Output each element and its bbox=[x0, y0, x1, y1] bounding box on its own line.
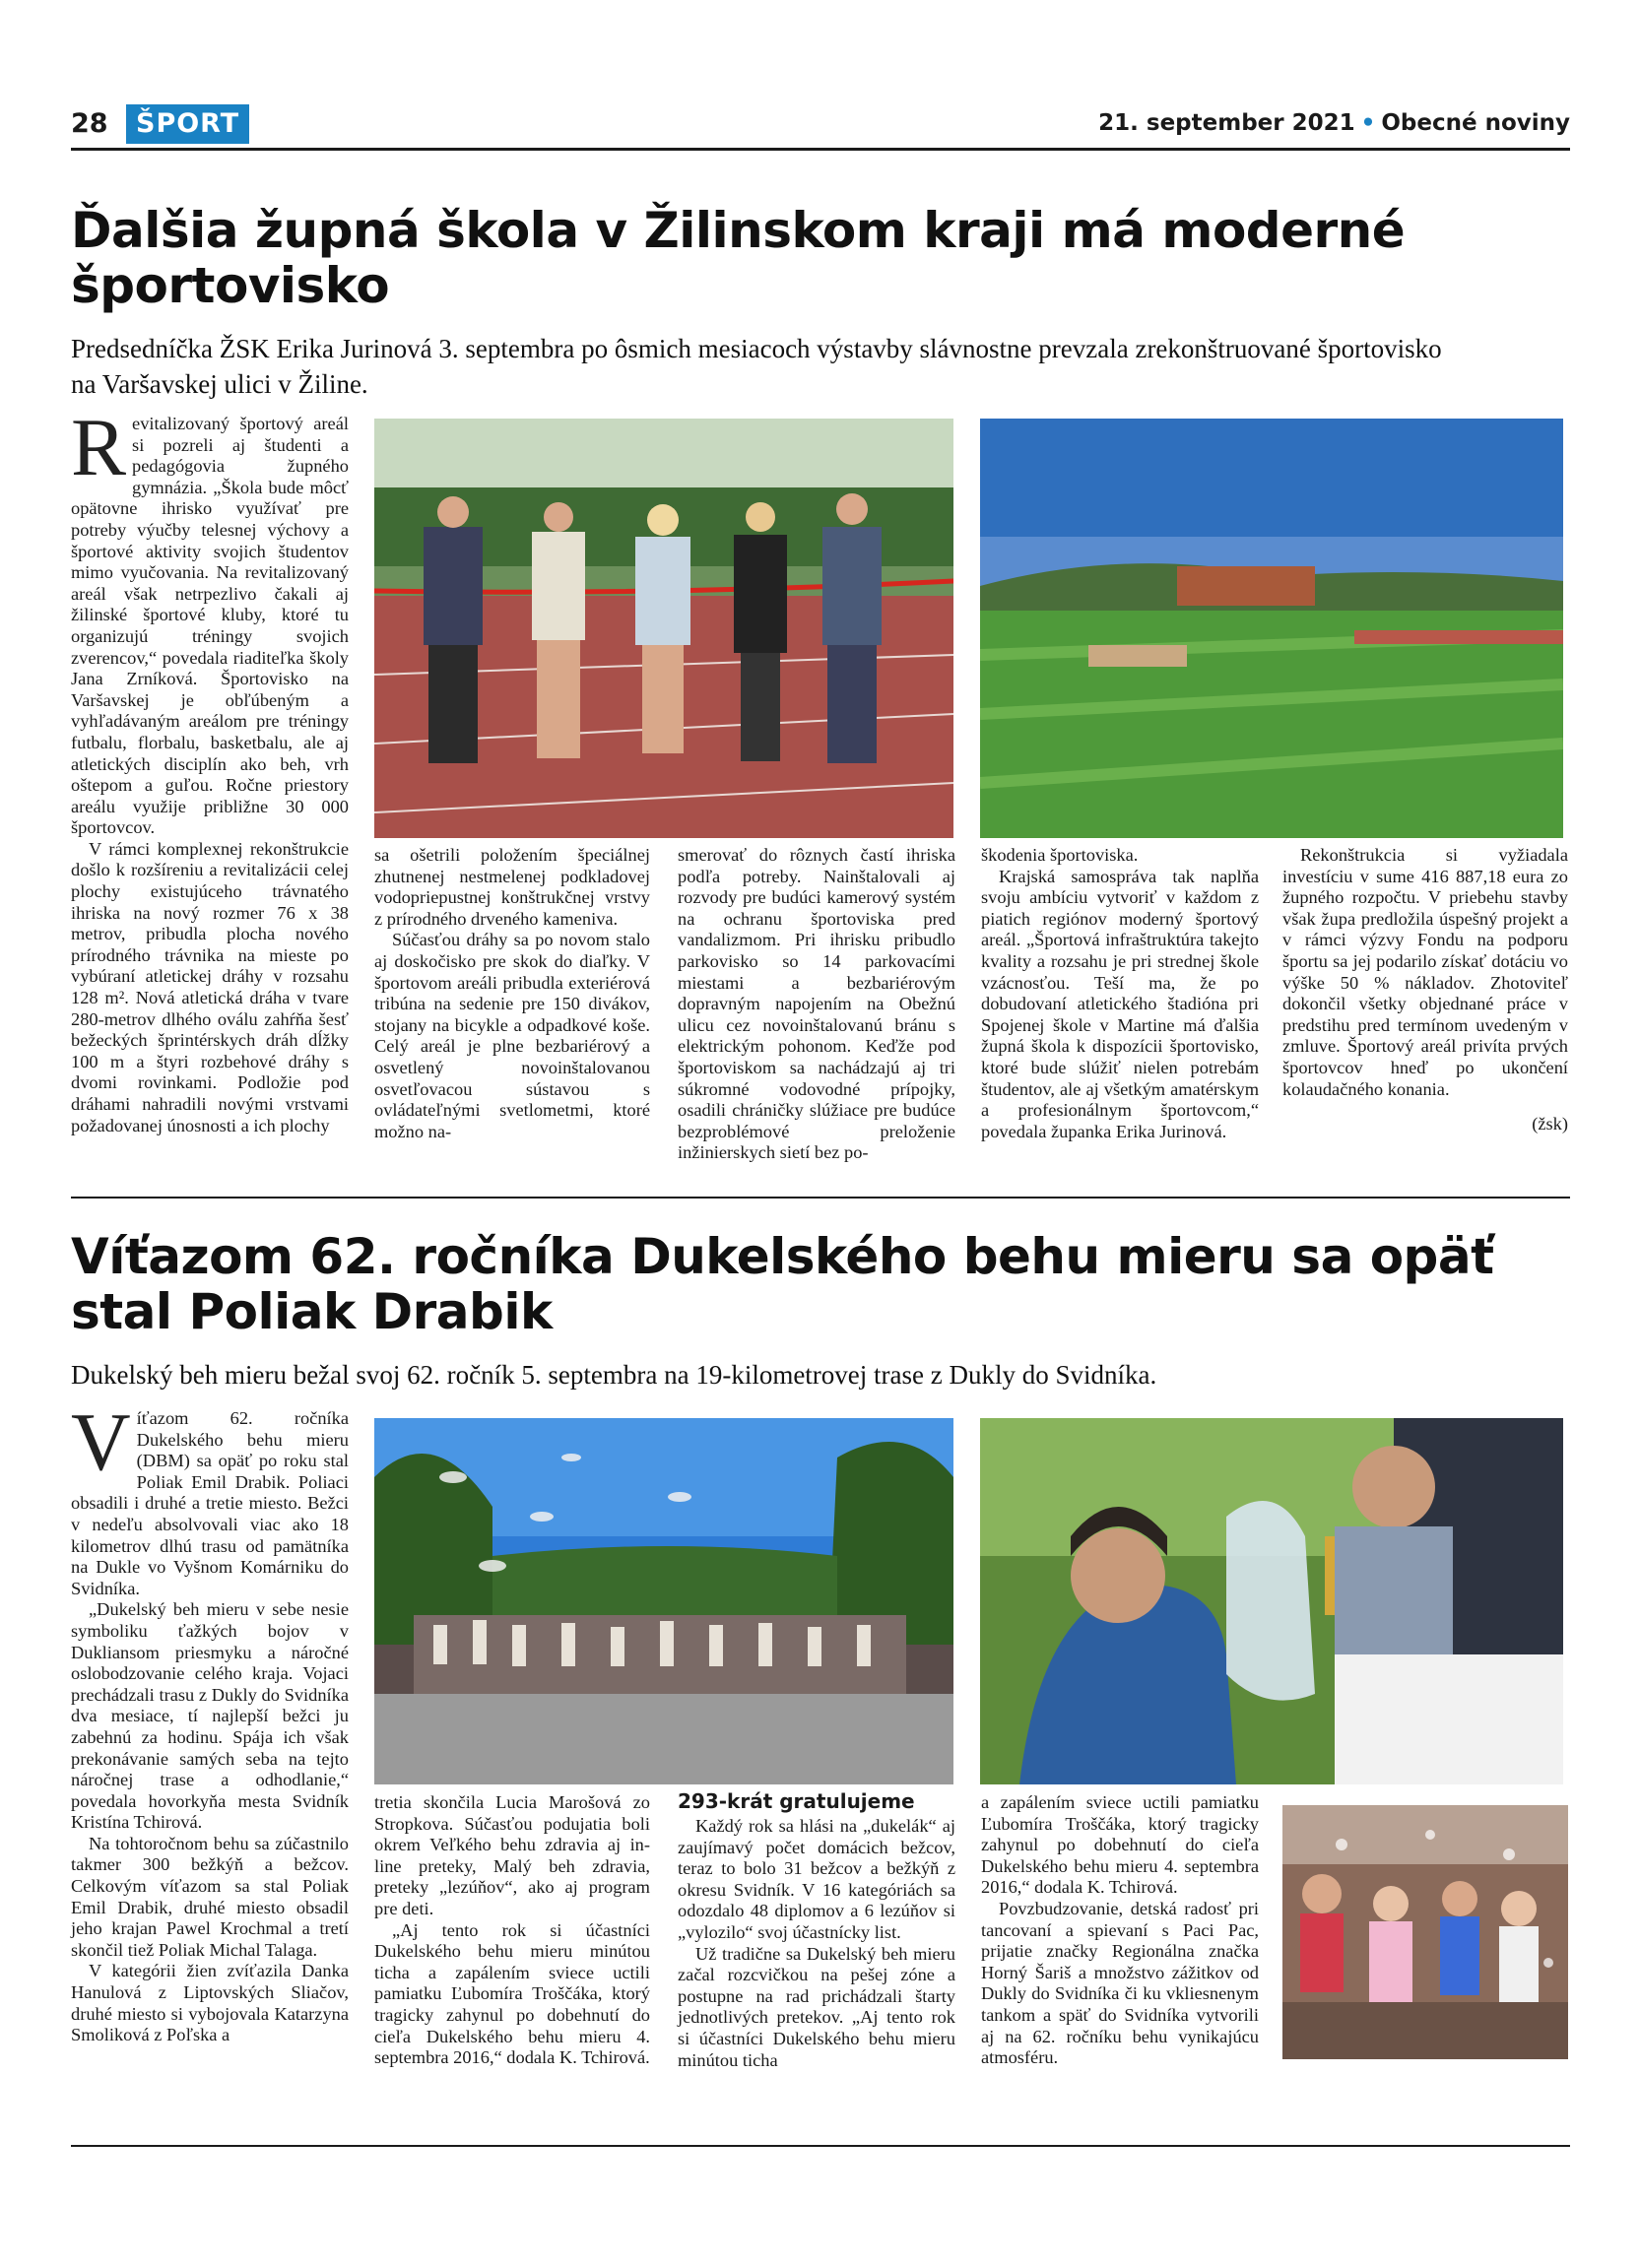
article-divider bbox=[71, 1197, 1570, 1199]
headline-line: stal Poliak Drabik bbox=[71, 1283, 553, 1340]
runners-photo bbox=[374, 1418, 953, 1784]
paragraph: smerovať do rôznych častí ihriska podľa potreby. Nainštalovali aj rozvody pre budúci kamerový systém na ochranu športoviska pred vandalizmom. Pri ihrisku pribudlo parkovisko so 14 parkovacími miestami a bezbariérovým dopravným napojením na Obežnú ulicu cez novoinštalovanú bránu s elektrickým pohonom. Keďže pod športoviskom sa nachádzajú aj tri súkromné vodovodné prípojky, osadili chráničky slúžiace pre budúce bezproblémové preloženie inžinierskych sietí bez po- bbox=[678, 845, 955, 1163]
paragraph: Rekonštrukcia si vyžiadala investíciu v sume 416 887,18 eura zo župného rozpočtu. V priebehu stavby však župa predložila úspešný projekt a v rámci výzvy Fondu na podporu športu sa jej podarilo získať dotáciu vo výške 50 % nákladov. Zhotoviteľ dokončil všetky objednané práce v predstihu pred termínom uvedeným v zmluve. Športový areál privíta prvých športovcov hneď po ukončení kolaudačného konania. bbox=[1282, 845, 1568, 1099]
section-tag: ŠPORT bbox=[126, 104, 249, 144]
drop-cap: V bbox=[71, 1396, 131, 1488]
ribbon-cutting-photo bbox=[374, 419, 953, 838]
paragraph: škodenia športoviska. bbox=[981, 845, 1139, 865]
article2-lead: Dukelský beh mieru bežal svoj 62. ročník 5. septembra na 19-kilometrovej trase z Dukly do Svidníka. bbox=[71, 1360, 1157, 1390]
article2-headline bbox=[71, 1229, 1570, 1339]
article2-column-4 bbox=[981, 1792, 1259, 2069]
article2-column-3 bbox=[678, 1788, 955, 2071]
headline-line: športovisko bbox=[71, 257, 390, 314]
article-signature: (žsk) bbox=[1532, 1114, 1568, 1134]
page-bottom-rule bbox=[71, 2145, 1570, 2147]
separator-dot: • bbox=[1360, 110, 1376, 136]
paragraph: Povzbudzovanie, detská radosť pri tancovaní a spievaní s Paci Pac, prijatie značky Regionálna značka Horný Šariš a množstvo zážitkov od Dukly do Svidníka či ku vkliesnenym tankom a späť do Svidníka vytvorili aj na 62. ročníku behu vynikajúcu atmosféru. bbox=[981, 1898, 1259, 2068]
subheading: 293-krát gratulujeme bbox=[678, 1789, 915, 1813]
lead-line: na Varšavskej ulici v Žiline. bbox=[71, 369, 368, 399]
drop-cap: R bbox=[71, 402, 127, 493]
article1-column-3 bbox=[678, 845, 955, 1164]
article1-headline bbox=[71, 203, 1570, 313]
sports-ground-photo bbox=[980, 419, 1563, 838]
issue-date: 21. september 2021 bbox=[1098, 110, 1355, 136]
article1-column-2 bbox=[374, 845, 650, 1142]
page-number: 28 bbox=[71, 108, 108, 139]
article1-column-5 bbox=[1282, 845, 1568, 1135]
page-header bbox=[71, 104, 1570, 148]
article1-column-1 bbox=[71, 402, 349, 1136]
headline-line: Víťazom 62. ročníka Dukelského behu mieru sa opäť bbox=[71, 1228, 1494, 1285]
paragraph: Na tohtoročnom behu sa zúčastnilo takmer 300 bežkýň a bežcov. Celkovým víťazom sa stal Poliak Emil Drabik, druhé miesto obsadil jeho krajan Pawel Krochmal a tretí skončil tiež Poliak Michal Talaga. bbox=[71, 1833, 349, 1960]
issue-info bbox=[1098, 110, 1570, 136]
publication-name: Obecné noviny bbox=[1381, 110, 1570, 136]
paragraph: sa ošetrili položením špeciálnej zhutnenej nestmelenej podkladovej vodopriepustnej konštrukčnej vrstvy z prírodného drveného kameniva. bbox=[374, 845, 650, 929]
article2-column-1 bbox=[71, 1396, 349, 2046]
paragraph: tretia skončila Lucia Marošová zo Stropkova. Súčasťou podujatia boli okrem Veľkého behu zdravia aj in-line preteky, Malý beh zdravia, preteky „lezúňov“, ako aj program pre deti. bbox=[374, 1792, 650, 1918]
paragraph: Revitalizovaný športový areál si pozreli aj študenti a pedagógovia župného gymnázia. „Škola bude môcť opätovne ihrisko využívať pre potreby výučby telesnej výchovy a športové aktivity svojich študentov mimo vyučovania. Na revitalizovaný areál však netrpezlivo čakali aj žilinské športové kluby, ktoré tu organizujú tréningy svojich zverencov,“ povedala riaditeľka školy Jana Zrníková. Športovisko na Varšavskej je obľúbeným a vyhľadávaným areálom pre tréningy futbalu, florbalu, basketbalu, ale aj atletických disciplín ako beh, vrh oštepom a guľou. Ročne priestory areálu využije približne 30 000 športovcov. bbox=[71, 402, 349, 838]
award-photo bbox=[980, 1418, 1563, 1784]
article2-column-2 bbox=[374, 1792, 650, 2069]
header-rule bbox=[71, 148, 1570, 151]
children-photo bbox=[1282, 1805, 1568, 2059]
paragraph: Už tradične sa Dukelský beh mieru začal rozcvičkou na pešej zóne a postupne na rad prichádzali štarty jednotlivých pretekov. „Aj tento rok si účastníci Dukelského behu mieru minútou ticha bbox=[678, 1943, 955, 2070]
lead-line: Predsedníčka ŽSK Erika Jurinová 3. septembra po ôsmich mesiacoch výstavby slávnostne prevzala zrekonštruované športovisko bbox=[71, 334, 1442, 363]
paragraph: „Aj tento rok si účastníci Dukelského behu mieru minútou ticha a zapálením sviece uctili pamiatku Ľubomíra Troščáka, ktorý tragicky zahynul po dobehnutí do cieľa Dukelského behu mieru 4. septembra 2016,“ dodala K. Tchirová. bbox=[374, 1919, 650, 2068]
paragraph: Súčasťou dráhy sa po novom stalo aj doskočisko pre skok do diaľky. V športovom areáli pribudla exteriérová tribúna na sedenie pre 150 divákov, stojany na bicykle a odpadkové koše. Celý areál je plne bezbariérový a osvetlený novoinštalovanou osvetľovacou sústavou s ovládateľnými svetlometmi, ktoré možno na- bbox=[374, 930, 650, 1141]
paragraph: Víťazom 62. ročníka Dukelského behu mieru (DBM) sa opäť po roku stal Poliak Emil Drabik. Poliaci obsadili i druhé a tretie miesto. Bežci v nedeľu absolvovali viac ako 18 kilometrov dlhú trasu od pamätníka na Dukle vo Vyšnom Komárniku do Svidníka. bbox=[71, 1396, 349, 1598]
headline-line: Ďalšia župná škola v Žilinskom kraji má moderné bbox=[71, 202, 1406, 259]
paragraph: Každý rok sa hlási na „dukelák“ aj zaujímavý počet domácich bežcov, teraz to bolo 31 bežcov a bežkýň z okresu Svidník. V 16 kategóriách sa odozdalo 48 diplomov a 6 lezúňov si „vylozilo“ svoj účastnícky list. bbox=[678, 1816, 955, 1942]
paragraph: V rámci komplexnej rekonštrukcie došlo k rozšíreniu a revitalizácii celej plochy existujúceho trávnatého ihriska na nový rozmer 76 x 38 metrov, pribudla plocha nového prírodného trávnika na mieste po vybúraní atletickej dráhy v rozsahu 128 m². Nová atletická dráha v tvare 280-metrov dlhého oválu zahŕňa šesť bežeckých šprintérskych dráh dĺžky 100 m a štyri rozbehové dráhy s dvomi rovinkami. Podložie pod dráhami nahradili novými vrstvami požadovanej únosnosti a ich plochy bbox=[71, 838, 349, 1135]
paragraph: a zapálením sviece uctili pamiatku Ľubomíra Troščáka, ktorý tragicky zahynul po dobehnutí do cieľa Dukelského behu mieru 4. septembra 2016,“ dodala K. Tchirová. bbox=[981, 1792, 1259, 1898]
paragraph: „Dukelský beh mieru v sebe nesie symboliku ťažkých bojov v Dukliansom priesmyku a náročné oslobodzovanie celého kraja. Vojaci prechádzali trasu z Dukly do Svidníka dva mesiace, tí najlepší bežci ju zabehnú za hodinu. Spája ich však prekonávanie samých seba na tejto náročnej trase a odhodlanie,“ povedala hovorkyňa mesta Svidník Kristína Tchirová. bbox=[71, 1599, 349, 1833]
paragraph: V kategórii žien zvíťazila Danka Hanulová z Liptovských Sliačov, druhé miesto si vybojovala Katarzyna Smoliková z Poľska a bbox=[71, 1961, 349, 2045]
article1-lead bbox=[71, 331, 1570, 402]
article1-column-4 bbox=[981, 845, 1259, 1142]
paragraph: Krajská samospráva tak naplňa svoju ambíciu vytvoriť v každom z piatich regiónov moderný športový areál. „Športová infraštruktúra takejto kvality a rozsahu je pri strednej škole vzácnosťou. Teší ma, že po dobudovaní atletického štadióna pri Spojenej škole v Martine má ďalšia župná škola k dispozícii športovisko, ktoré bude slúžiť nielen potrebám študentov, ale aj všetkým amatérskym a profesionálnym športovcom,“ povedala županka Erika Jurinová. bbox=[981, 866, 1259, 1141]
